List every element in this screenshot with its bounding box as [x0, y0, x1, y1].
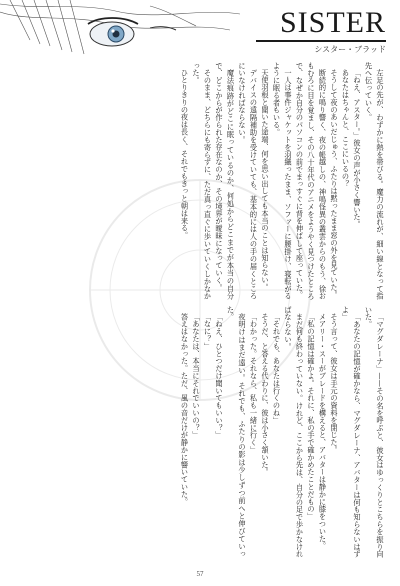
paragraph: 「それでも、あなたは行くのね」: [272, 313, 282, 425]
paragraph: 「ねえ、ひとつだけ聞いてもいい？」: [215, 313, 224, 439]
paragraph: 夜明けはまだ遠い。それでも、ふたりの影は少しずつ前へと伸びていった。: [226, 306, 247, 558]
paragraph: まだ何も終わっていない。けれど、ここから先は、自分の足で歩かなければならない。: [284, 306, 305, 558]
paragraph: 「あなたの記憶が確かなら、マグダレーナ、アバターは何も知らないはずよ」: [341, 306, 362, 558]
paragraph: 一人は事件ジャケットを羽織ったまま、ソファーに腰掛け、寝転がるように眠る者もいる。: [272, 62, 293, 300]
paragraph: ひとりきりの夜は長く、それでもきっと朝は来る。: [180, 69, 190, 240]
title-block: [256, 8, 386, 55]
header-character-illustration: [0, 0, 240, 60]
paragraph: 天使羽根と聞いた途端、何を思い出しても本当のことは知らない。: [261, 69, 270, 292]
paragraph: そう言って、彼女は手元の資料を閉じた。: [330, 313, 339, 454]
paragraph: 断続的に鳴り響く、夜の帳越しの、神鳴怪異の叢雲からのもう、徐おもむろに目を覚まし、その八十年代のアニメをようやく見つけたところで、なぜか自分のパソコンの前でまっすぐに背を伸ばして座っていた。: [295, 62, 328, 300]
paragraph: 「わかった。それなら、私も一緒に行く」: [249, 313, 259, 454]
bottom-text-block: [14, 306, 386, 558]
title-rule: [256, 40, 386, 42]
character-illustration-icon: [0, 0, 240, 60]
paragraph: 左足の先が、わずかに熱を帯びる。魔力の流れが、細い線となって指先へ伝っていく。: [364, 62, 385, 300]
page-title: SISTER: [279, 6, 386, 39]
page-number: 57: [196, 570, 204, 578]
paragraph: 答えはなかった。ただ、風の音だけが静かに響いていた。: [180, 313, 190, 506]
paragraph: メアリー・スーがブレードを構えると、アバターは静かに膝をついた。: [318, 313, 328, 550]
paragraph: デバイスの遠隔補助を受けていても、基本的には人の手の届くところにいなければならない。: [238, 62, 259, 300]
paragraph: そうして夜のあいだじゅう、ふたりは黙ったまま窓の外を見ていた。: [330, 69, 339, 299]
paragraph: 「ねえ、アスター。」彼女の声が小さく響いた。: [353, 69, 362, 229]
top-text-block: [14, 62, 386, 300]
body-text: [14, 62, 386, 562]
paragraph: 「私の記憶は確かよ。それに、私の手で確かめたことだもの」: [307, 313, 316, 521]
paragraph: 「マグダレーナ」——その名を呼ぶと、彼女はゆっくりとこちらを振り向いた。: [364, 306, 385, 558]
paragraph: 魔法痕跡がどこに眠っているのか、何処からどこまでが本当の自分で、どこからが作られた存在なのか、その境界が曖昧になっていく。: [215, 62, 236, 300]
paragraph: 「なに？」: [203, 313, 213, 351]
page-subtitle: シスター・ブラッド: [314, 45, 386, 54]
paragraph: 「あなたは、本当にそれでいいの？」: [192, 313, 201, 439]
paragraph: そのまま、どちらにも寄らずに、ただ真っ直ぐに歩いていくしかなかった。: [192, 62, 213, 300]
paragraph: そうだ、と答える代わりに、彼は小さく頷いた。: [261, 313, 270, 476]
paragraph: あなたはちゃんと、ここにいるの？: [341, 69, 351, 188]
